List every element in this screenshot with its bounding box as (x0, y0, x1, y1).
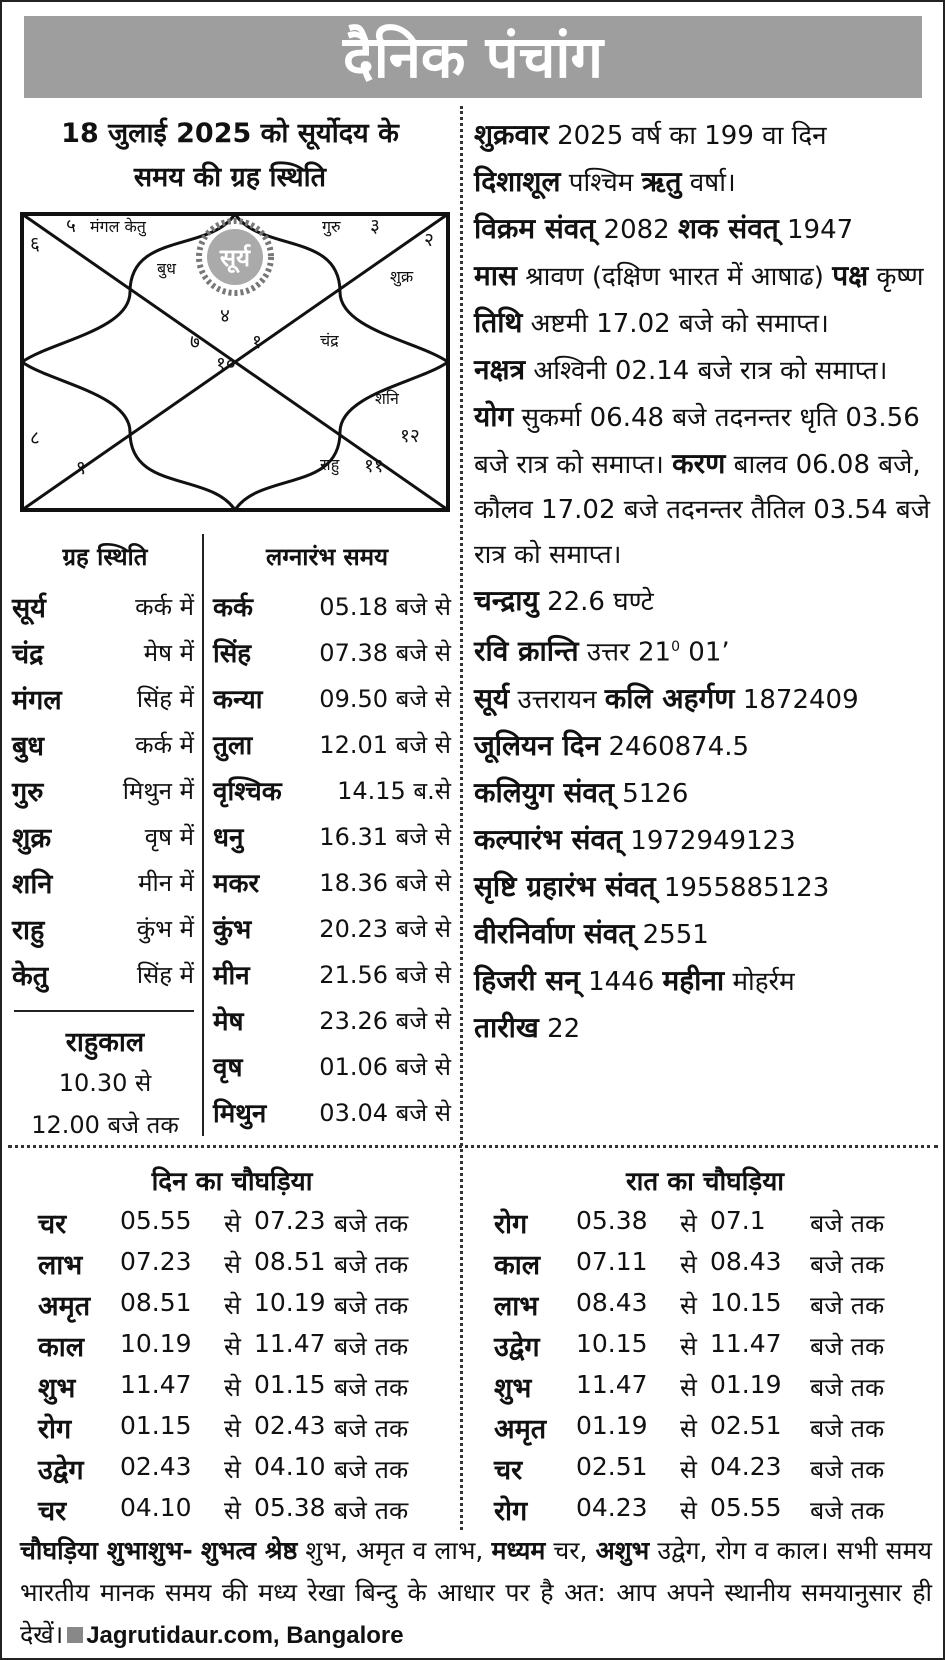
chart-heading-line2: समय की ग्रह स्थिति (133, 162, 327, 193)
maas-label: मास (474, 259, 517, 292)
choghadiya-se: से (680, 1496, 697, 1525)
tarikh-text: 22 (547, 1013, 581, 1044)
hijri-line (474, 958, 934, 1005)
planet-rahu: राहु (320, 455, 340, 474)
var-text: 2025 वर्ष का 199 वा दिन (557, 121, 827, 151)
table-row (10, 674, 198, 720)
section-divider (8, 1145, 938, 1148)
planet-name: केतु (12, 961, 49, 992)
table-row (38, 1366, 448, 1406)
choghadiya-start: 04.10 (120, 1493, 192, 1522)
planet-position: कर्क में (135, 593, 194, 621)
choghadiya-se: से (680, 1291, 697, 1320)
planet-budh: बुध (157, 259, 176, 278)
choghadiya-se: से (680, 1455, 697, 1484)
table-row (10, 950, 198, 996)
rashi-name: तुला (213, 731, 253, 761)
choghadiya-tak: बजे तक (334, 1373, 409, 1402)
choghadiya-end: 01.15 (254, 1370, 326, 1399)
choghadiya-start: 05.38 (576, 1206, 648, 1235)
tithi-label: तिथि (474, 306, 523, 339)
lagna-time: 01.06 बजे से (319, 1053, 451, 1081)
dishashool-line (474, 159, 934, 206)
lagna-time: 23.26 बजे से (319, 1007, 451, 1035)
kalparambh-label: कल्पारंभ संवत् (474, 822, 623, 856)
rashi-name: मेष (213, 1007, 244, 1037)
rashi-name: वृश्चिक (213, 777, 282, 807)
tarikh-line (474, 1005, 934, 1052)
house-10: १० (216, 353, 236, 375)
lagna-time: 12.01 बजे से (319, 731, 451, 759)
surya-text: उत्तरायन (517, 684, 597, 715)
choghadiya-start: 01.19 (576, 1411, 648, 1440)
planet-shani: शनि (375, 389, 399, 408)
kaliyug-text: 5126 (622, 778, 689, 809)
choghadiya-name: रोग (494, 1209, 528, 1240)
raat-choghadiya-heading: रात का चौघड़िया (625, 1167, 785, 1197)
choghadiya-tak: बजे तक (334, 1455, 409, 1484)
chandrayu-line (474, 578, 934, 625)
rashi-name: मीन (213, 961, 250, 991)
planet-name: मंगल (12, 685, 62, 716)
choghadiya-se: से (224, 1455, 241, 1484)
planet-position: मीन में (138, 869, 194, 897)
choghadiya-tak: बजे तक (810, 1414, 885, 1443)
choghadiya-se: से (224, 1209, 241, 1238)
table-row (38, 1325, 448, 1365)
choghadiya-name: अमृत (494, 1414, 547, 1445)
choghadiya-start: 11.47 (120, 1370, 192, 1399)
footer-shubh-text: शुभ, अमृत व लाभ, (305, 1536, 484, 1565)
choghadiya-name: रोग (38, 1414, 72, 1445)
choghadiya-name: रोग (494, 1496, 528, 1527)
table-row (10, 766, 198, 812)
choghadiya-end: 02.51 (710, 1411, 782, 1440)
rashi-name: मकर (213, 869, 260, 899)
page-title: दैनिक पंचांग (24, 16, 922, 98)
choghadiya-tak: बजे तक (810, 1291, 885, 1320)
choghadiya-end: 07.1 (710, 1206, 766, 1235)
choghadiya-se: से (224, 1496, 241, 1525)
paksha-label: पक्ष (832, 259, 869, 292)
choghadiya-se: से (680, 1250, 697, 1279)
table-row (10, 812, 198, 858)
choghadiya-name: शुभ (494, 1373, 532, 1404)
srishti-line (474, 864, 934, 911)
house-6: ६ (30, 233, 40, 255)
choghadiya-tak: बजे तक (334, 1332, 409, 1361)
footer-madhyam-text: चर, (553, 1536, 588, 1565)
table-row (494, 1284, 914, 1324)
choghadiya-se: से (224, 1250, 241, 1279)
shak-label: शक संवत् (677, 212, 779, 245)
kalparambh-line (474, 817, 934, 864)
choghadiya-tak: बजे तक (334, 1291, 409, 1320)
tithi-text: अष्टमी 17.02 बजे को समाप्त। (530, 309, 829, 339)
rashi-name: कुंभ (213, 915, 252, 945)
rashi-name: वृष (213, 1053, 243, 1083)
rashi-name: सिंह (213, 639, 252, 669)
choghadiya-start: 07.11 (576, 1247, 648, 1276)
choghadiya-end: 04.23 (710, 1452, 782, 1481)
table-row (10, 628, 198, 674)
house-5: ५ (66, 215, 76, 237)
choghadiya-start: 07.23 (120, 1247, 192, 1276)
din-choghadiya-heading: दिन का चौघड़िया (151, 1167, 313, 1197)
rahukaal-title: राहुकाल (65, 1027, 145, 1058)
ahargan-label: कलि अहर्गण (604, 681, 735, 715)
kranti-text: उत्तर 21 (586, 637, 672, 668)
kranti-label: रवि क्रान्ति (474, 634, 579, 668)
ritu-text: वर्षा। (689, 168, 736, 198)
veer-label: वीरनिर्वाण संवत् (474, 916, 635, 950)
house-11: ११ (364, 455, 384, 477)
planet-position: मेष में (143, 639, 194, 667)
choghadiya-start: 02.51 (576, 1452, 648, 1481)
rashi-name: कर्क (213, 593, 253, 623)
srishti-text: 1955885123 (663, 872, 830, 903)
dishashool-label: दिशाशूल (474, 165, 561, 198)
vikram-label: विक्रम संवत् (474, 212, 596, 245)
kranti-line (474, 625, 934, 676)
table-row (494, 1489, 914, 1529)
chandrayu-text: 22.6 घण्टे (547, 587, 654, 617)
choghadiya-start: 04.23 (576, 1493, 648, 1522)
samvat-line (474, 206, 934, 253)
table-row (10, 720, 198, 766)
lagna-time: 18.36 बजे से (319, 869, 451, 897)
planet-position: सिंह में (136, 685, 194, 713)
lagna-time: 16.31 बजे से (319, 823, 451, 851)
surya-label: सूर्य (474, 681, 510, 715)
footer-shubh-label: शुभत्व श्रेष्ठ (200, 1536, 298, 1565)
choghadiya-end: 08.43 (710, 1247, 782, 1276)
lagna-time: 09.50 बजे से (319, 685, 451, 713)
kalparambh-text: 1972949123 (630, 825, 796, 856)
shak-text: 1947 (787, 215, 854, 245)
table-row (494, 1202, 914, 1242)
planet-shukra: शुक्र (390, 267, 414, 286)
veer-text: 2551 (642, 919, 709, 950)
choghadiya-end: 01.19 (710, 1370, 782, 1399)
table-row (210, 904, 455, 950)
karan-label: करण (672, 447, 726, 480)
planet-surya: सूर्य (219, 244, 251, 272)
choghadiya-name: चर (38, 1496, 67, 1527)
choghadiya-tak: बजे तक (810, 1496, 885, 1525)
julian-line (474, 723, 934, 770)
kranti-minutes: 01’ (688, 637, 730, 668)
choghadiya-end: 02.43 (254, 1411, 326, 1440)
table-divider (14, 1010, 194, 1012)
graha-sthiti-heading: ग्रह स्थिति (62, 543, 148, 571)
table-divider (202, 534, 204, 1136)
planet-position: कर्क में (135, 731, 194, 759)
mahina-text: मोहर्रम (732, 966, 795, 997)
house-7: ७ (190, 331, 200, 353)
table-row (210, 674, 455, 720)
table-row (38, 1448, 448, 1488)
choghadiya-start: 11.47 (576, 1370, 648, 1399)
table-row (210, 628, 455, 674)
nakshatra-label: नक्षत्र (474, 353, 526, 386)
choghadiya-name: चर (38, 1209, 67, 1240)
planet-name: राहु (12, 915, 45, 946)
planet-chandra: चंद्र (320, 331, 339, 350)
table-row (210, 858, 455, 904)
planet-guru: गुरु (322, 217, 341, 236)
rahukaal-to: 12.00 बजे तक (31, 1111, 179, 1139)
rashi-name: कन्या (213, 685, 263, 715)
table-row (494, 1325, 914, 1365)
lagna-time: 14.15 ब.से (337, 777, 451, 805)
choghadiya-se: से (680, 1373, 697, 1402)
table-row (38, 1202, 448, 1242)
table-row (210, 1088, 455, 1134)
footer-madhyam-label: मध्यम (491, 1536, 546, 1565)
house-12: १२ (400, 425, 420, 447)
table-row (38, 1407, 448, 1447)
footer-ashubh-text: उद्वेग, रोग व काल। सभी समय भारतीय मानक समय की मध्य रेखा बिन्दु के आधार पर है अत: आप अपने स्थानीय समयानुसार ही देखें। (20, 1536, 933, 1649)
table-row (10, 904, 198, 950)
planet-position: वृष में (144, 823, 194, 851)
footer-source: Jagrutidaur.com, Bangalore (86, 1622, 404, 1649)
table-row (210, 950, 455, 996)
choghadiya-tak: बजे तक (810, 1332, 885, 1361)
julian-label: जूलियन दिन (474, 728, 601, 762)
choghadiya-tak: बजे तक (334, 1209, 409, 1238)
lagnarambh-heading: लग्नारंभ समय (265, 543, 389, 571)
table-row (494, 1448, 914, 1488)
table-row (38, 1243, 448, 1283)
choghadiya-tak: बजे तक (810, 1250, 885, 1279)
var-line (474, 112, 934, 159)
choghadiya-end: 11.47 (710, 1329, 782, 1358)
tithi-line (474, 300, 934, 347)
table-row (210, 1042, 455, 1088)
house-8: ८ (30, 427, 40, 449)
kaliyug-line (474, 770, 934, 817)
planet-name: बुध (12, 731, 45, 762)
choghadiya-se: से (680, 1209, 697, 1238)
choghadiya-start: 10.19 (120, 1329, 192, 1358)
choghadiya-end: 05.55 (710, 1493, 782, 1522)
table-row (210, 812, 455, 858)
choghadiya-start: 08.51 (120, 1288, 192, 1317)
ritu-label: ऋतु (641, 165, 682, 198)
table-row (494, 1407, 914, 1447)
planet-position: कुंभ में (136, 915, 194, 943)
choghadiya-end: 04.10 (254, 1452, 326, 1481)
choghadiya-name: लाभ (494, 1291, 539, 1322)
table-row (210, 720, 455, 766)
house-4: ४ (220, 305, 230, 327)
choghadiya-se: से (224, 1373, 241, 1402)
rashi-name: मिथुन (213, 1099, 267, 1129)
choghadiya-se: से (224, 1332, 241, 1361)
choghadiya-start: 08.43 (576, 1288, 648, 1317)
choghadiya-se: से (224, 1414, 241, 1443)
kaliyug-label: कलियुग संवत् (474, 775, 614, 809)
footer-note (20, 1530, 932, 1657)
choghadiya-end: 07.23 (254, 1206, 326, 1235)
lagna-time: 20.23 बजे से (319, 915, 451, 943)
kranti-degree: 0 (671, 639, 681, 655)
choghadiya-name: चर (494, 1455, 523, 1486)
hijri-label: हिजरी सन् (474, 963, 580, 997)
footer-label: चौघड़िया शुभाशुभ- (20, 1536, 193, 1565)
yog-label: योग (474, 400, 514, 433)
table-row (210, 996, 455, 1042)
paksha-text: कृष्ण (876, 262, 924, 292)
choghadiya-name: लाभ (38, 1250, 83, 1281)
planet-position: सिंह में (136, 961, 194, 989)
choghadiya-start: 10.15 (576, 1329, 648, 1358)
choghadiya-start: 02.43 (120, 1452, 192, 1481)
house-1: १ (252, 331, 262, 353)
table-row (10, 858, 198, 904)
planet-name: गुरु (12, 777, 44, 808)
panchang-details (474, 112, 934, 1052)
var-label: शुक्रवार (474, 118, 549, 151)
chart-heading-line1: 18 जुलाई 2025 को सूर्योदय के (61, 118, 399, 149)
table-row (210, 582, 455, 628)
hijri-text: 1446 (588, 966, 655, 997)
kundli-chart (20, 212, 450, 512)
planet-position: मिथुन में (122, 777, 194, 805)
chart-heading (10, 112, 450, 200)
choghadiya-tak: बजे तक (810, 1209, 885, 1238)
choghadiya-se: से (224, 1291, 241, 1320)
table-row (38, 1284, 448, 1324)
choghadiya-start: 01.15 (120, 1411, 192, 1440)
choghadiya-end: 11.47 (254, 1329, 326, 1358)
choghadiya-name: उद्वेग (38, 1455, 84, 1486)
choghadiya-tak: बजे तक (810, 1373, 885, 1402)
planet-name: चंद्र (12, 639, 44, 670)
tarikh-label: तारीख (474, 1010, 539, 1044)
table-row (210, 766, 455, 812)
house-3: ३ (370, 215, 380, 237)
julian-text: 2460874.5 (608, 731, 750, 762)
choghadiya-name: अमृत (38, 1291, 91, 1322)
choghadiya-name: काल (38, 1332, 85, 1363)
column-divider (460, 106, 463, 1530)
table-row (38, 1489, 448, 1529)
veer-line (474, 911, 934, 958)
choghadiya-tak: बजे तक (334, 1250, 409, 1279)
choghadiya-name: उद्वेग (494, 1332, 540, 1363)
choghadiya-end: 10.19 (254, 1288, 326, 1317)
table-row (494, 1243, 914, 1283)
maas-line (474, 253, 934, 300)
mahina-label: महीना (662, 963, 725, 997)
house-9: ९ (76, 457, 86, 479)
choghadiya-tak: बजे तक (334, 1414, 409, 1443)
planet-name: शुक्र (12, 823, 52, 854)
nakshatra-text: अश्विनी 02.14 बजे रात्र को समाप्त। (533, 356, 888, 386)
lagna-time: 21.56 बजे से (319, 961, 451, 989)
footer-ashubh-label: अशुभ (595, 1536, 650, 1565)
chandrayu-label: चन्द्रायु (474, 584, 539, 617)
lagna-time: 07.38 बजे से (319, 639, 451, 667)
planet-name: शनि (12, 869, 53, 900)
choghadiya-end: 10.15 (710, 1288, 782, 1317)
nakshatra-line (474, 347, 934, 578)
yog-text: सुकर्मा 06.48 बजे तदनन्तर धृति 03.56 बजे रात्र को समाप्त। (474, 403, 920, 480)
ahargan-text: 1872409 (742, 684, 859, 715)
karan-text: बालव 06.08 बजे, कौलव 17.02 बजे तदनन्तर तैतिल 03.54 बजे रात्र को समाप्त। (474, 450, 931, 570)
choghadiya-name: काल (494, 1250, 541, 1281)
choghadiya-start: 05.55 (120, 1206, 192, 1235)
srishti-label: सृष्टि ग्रहारंभ संवत् (474, 869, 656, 903)
rahukaal-from: 10.30 से (58, 1069, 152, 1097)
lagna-time: 05.18 बजे से (319, 593, 451, 621)
vikram-text: 2082 (603, 215, 670, 245)
surya-line (474, 676, 934, 723)
rashi-name: धनु (213, 823, 244, 853)
choghadiya-tak: बजे तक (810, 1455, 885, 1484)
choghadiya-end: 05.38 (254, 1493, 326, 1522)
dishashool-text: पश्चिम (568, 168, 634, 198)
maas-text: श्रावण (दक्षिण भारत में आषाढ) (525, 262, 824, 292)
table-row (10, 582, 198, 628)
planet-name: सूर्य (12, 593, 46, 624)
choghadiya-name: शुभ (38, 1373, 76, 1404)
choghadiya-se: से (680, 1332, 697, 1361)
square-icon (67, 1627, 83, 1643)
choghadiya-se: से (680, 1414, 697, 1443)
house-2: २ (424, 229, 434, 251)
lagna-time: 03.04 बजे से (319, 1099, 451, 1127)
planet-mangal-ketu: मंगल केतु (90, 217, 146, 236)
table-row (494, 1366, 914, 1406)
choghadiya-end: 08.51 (254, 1247, 326, 1276)
choghadiya-tak: बजे तक (334, 1496, 409, 1525)
